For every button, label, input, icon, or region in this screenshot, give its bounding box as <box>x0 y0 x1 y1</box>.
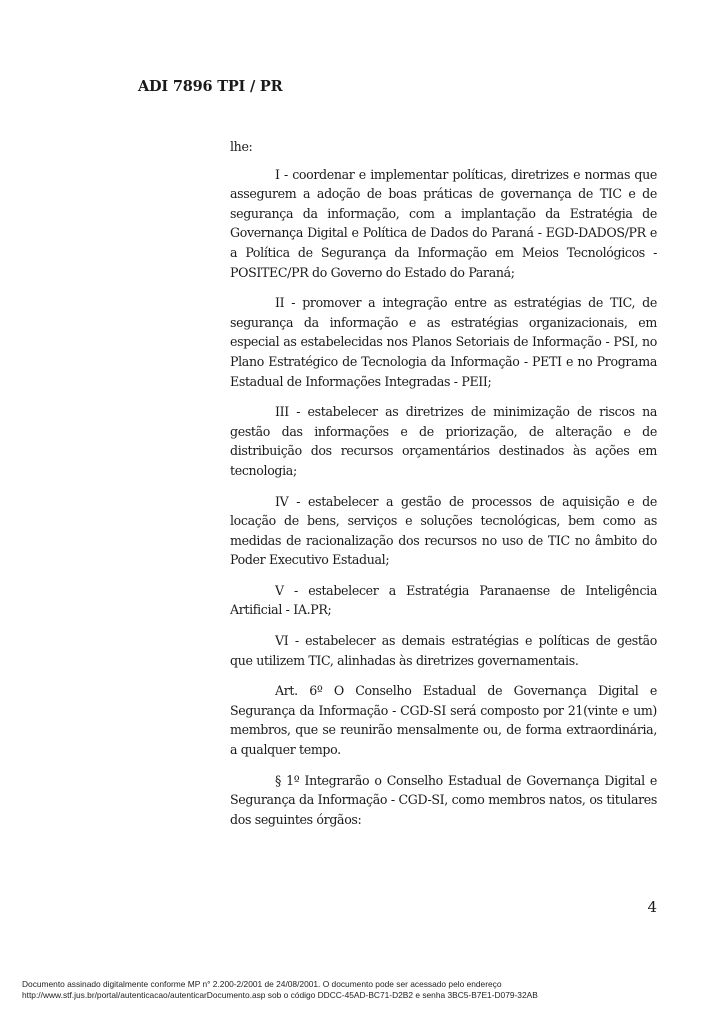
document-header: ADI 7896 TPI / PR <box>138 78 283 95</box>
paragraph-item-i: I - coordenar e implementar políticas, diretrizes e normas que assegurem a adoção de boas práticas de governança de TIC e de segurança da informação, com a implantação da Estratégia de Governança Digital e Política de Dados do Paraná - EGD-DADOS/PR e a Política de Segurança da Informação em Meios Tecnológicos - POSITEC/PR do Governo do Estado do Paraná; <box>230 166 657 280</box>
paragraph-art-6: Art. 6º O Conselho Estadual de Governança Digital e Segurança da Informação - CGD-SI será composto por 21(vinte e um) membros, que se reunirão mensalmente ou, de forma extraordinária, a qualquer tempo. <box>230 683 657 758</box>
paragraph-item-iii: III - estabelecer as diretrizes de minimização de riscos na gestão das informações e de priorização, de alteração e de distribuição dos recursos orçamentários destinados às ações em tecnologia; <box>230 404 657 478</box>
footer-line-2: http://www.stf.jus.br/portal/autenticacao/autenticarDocumento.asp sob o código DDCC-45AD-BC71-D2B2 e senha 3BC5-B7E1-D079-32AB <box>22 990 538 1000</box>
paragraph-section-1: § 1º Integrarão o Conselho Estadual de Governança Digital e Segurança da Informação - CGD-SI, como membros natos, os titulares dos seguintes órgãos: <box>230 772 657 827</box>
paragraph-continuation: lhe: <box>230 139 253 154</box>
paragraph-item-ii: II - promover a integração entre as estratégias de TIC, de segurança da informação e as estratégias organizacionais, em especial as estabelecidas nos Planos Setoriais de Informação - PSI, no Plano Estratégico de Tecnologia da Informação - PETI e no Programa Estadual de Informações Integradas - PEII; <box>230 295 657 389</box>
paragraph-item-v: V - estabelecer a Estratégia Paranaense de Inteligência Artificial - IA.PR; <box>230 582 657 618</box>
paragraph-item-vi: VI - estabelecer as demais estratégias e políticas de gestão que utilizem TIC, alinhadas às diretrizes governamentais. <box>230 633 657 668</box>
signature-footer <box>22 979 538 1001</box>
document-body <box>230 137 657 840</box>
page-number: 4 <box>647 898 657 916</box>
footer-line-1: Documento assinado digitalmente conforme MP n° 2.200-2/2001 de 24/08/2001. O documento pode ser acessado pelo endereço <box>22 979 502 989</box>
paragraph-item-iv: IV - estabelecer a gestão de processos de aquisição e de locação de bens, serviços e soluções tecnológicas, bem como as medidas de racionalização dos recursos no uso de TIC no âmbito do Poder Executivo Estadual; <box>230 493 657 568</box>
